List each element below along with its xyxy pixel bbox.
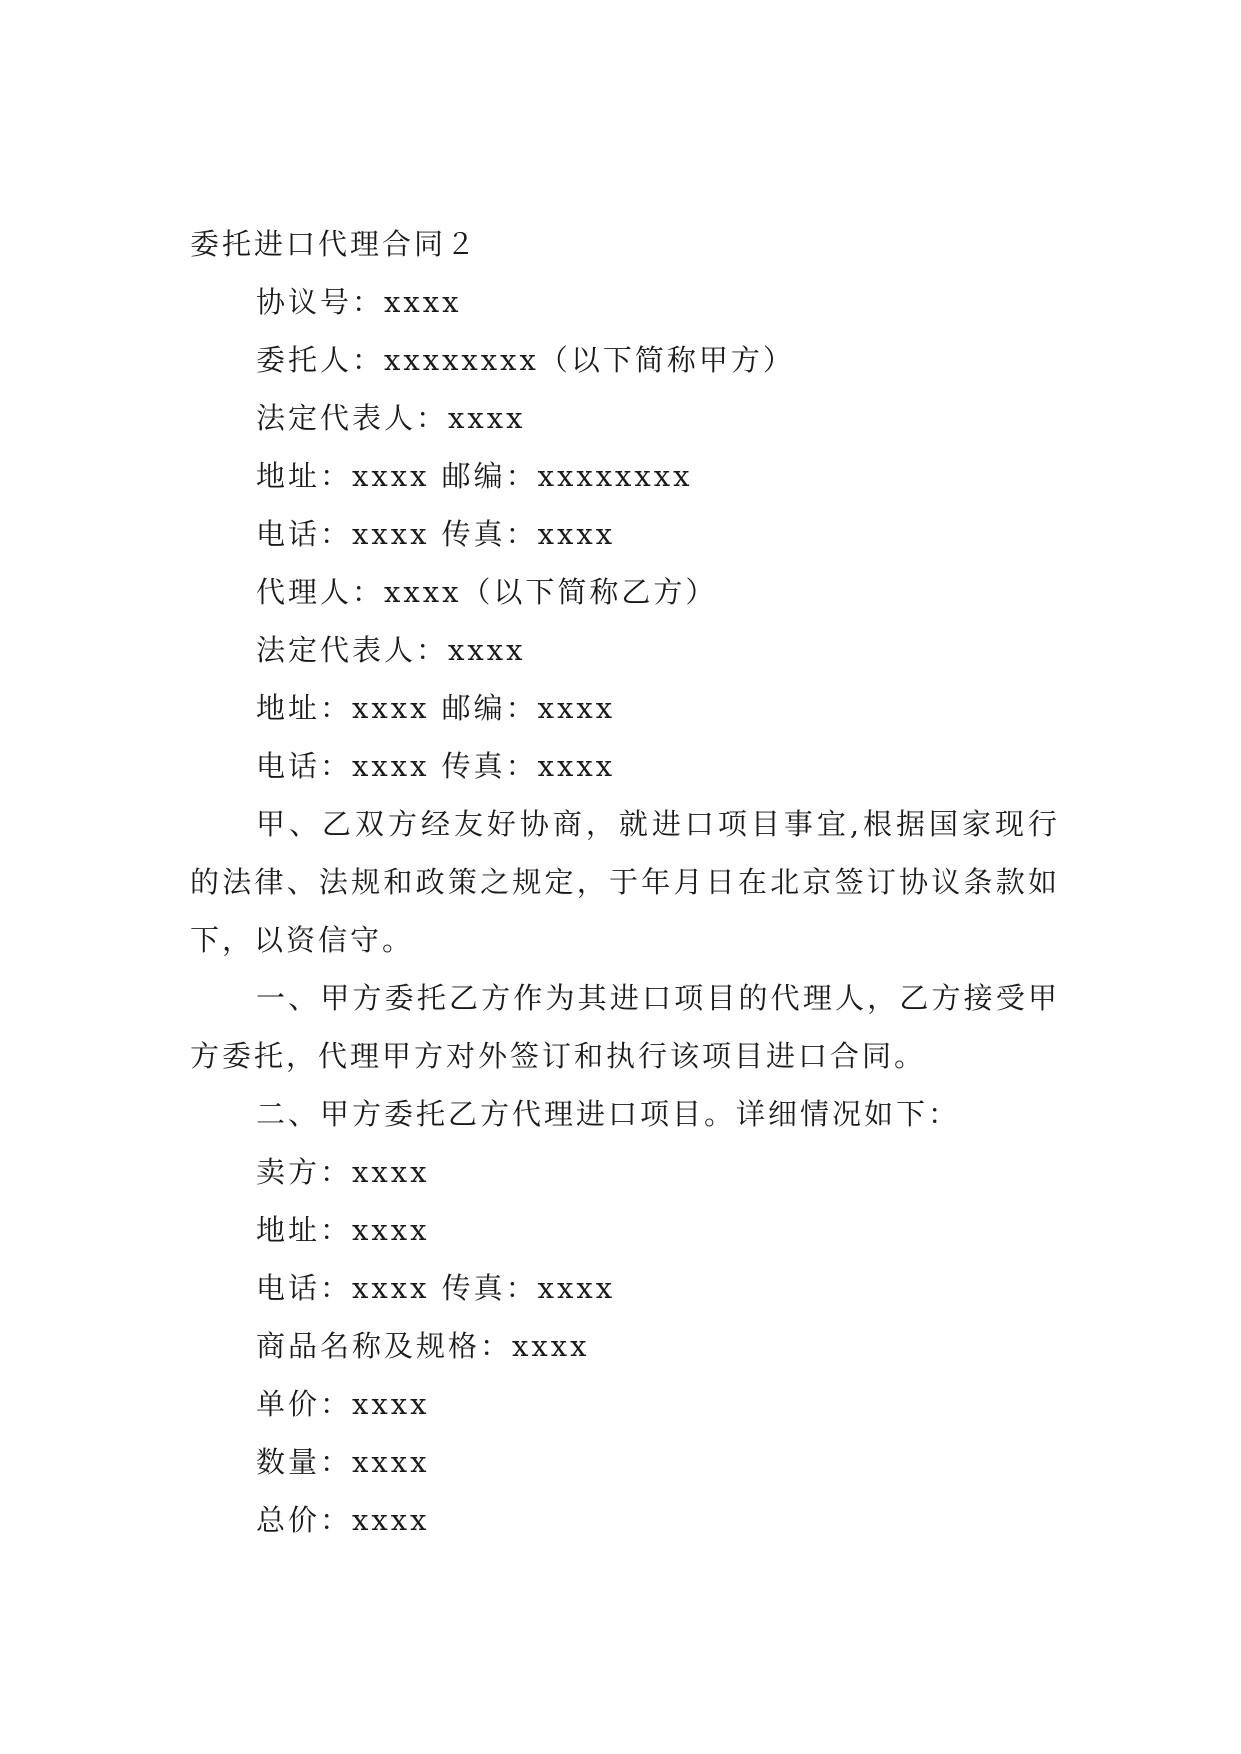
- document-body: [190, 215, 1060, 1549]
- seller-line: 卖方：xxxx: [256, 1155, 430, 1189]
- agent-legal-rep-line: 法定代表人：xxxx: [256, 633, 526, 667]
- unit-price-line: 单价：xxxx: [256, 1387, 430, 1421]
- goods-name-line: 商品名称及规格：xxxx: [256, 1329, 590, 1363]
- total-price-line: 总价：xxxx: [256, 1503, 430, 1537]
- clause-one-paragraph: 一、甲方委托乙方作为其进口项目的代理人，乙方接受甲方委托，代理甲方对外签订和执行该项目进口合同。: [190, 981, 1060, 1073]
- principal-phone-line: 电话：xxxx 传真：xxxx: [256, 517, 616, 551]
- principal-line: 委托人：xxxxxxxx（以下简称甲方）: [256, 343, 795, 377]
- agent-line: 代理人：xxxx（以下简称乙方）: [256, 575, 718, 609]
- clause-two-paragraph: 二、甲方委托乙方代理进口项目。详细情况如下：: [256, 1097, 961, 1131]
- preamble-paragraph: 甲、乙双方经友好协商，就进口项目事宜,根据国家现行的法律、法规和政策之规定，于年月日在北京签订协议条款如下，以资信守。: [190, 807, 1060, 957]
- seller-phone-line: 电话：xxxx 传真：xxxx: [256, 1271, 616, 1305]
- agent-address-line: 地址：xxxx 邮编：xxxx: [256, 691, 616, 725]
- agreement-number-line: 协议号：xxxx: [256, 285, 462, 319]
- quantity-line: 数量：xxxx: [256, 1445, 430, 1479]
- seller-address-line: 地址：xxxx: [256, 1213, 430, 1247]
- principal-address-line: 地址：xxxx 邮编：xxxxxxxx: [256, 459, 693, 493]
- agent-phone-line: 电话：xxxx 传真：xxxx: [256, 749, 616, 783]
- principal-legal-rep-line: 法定代表人：xxxx: [256, 401, 526, 435]
- document-title: 委托进口代理合同２: [190, 227, 479, 261]
